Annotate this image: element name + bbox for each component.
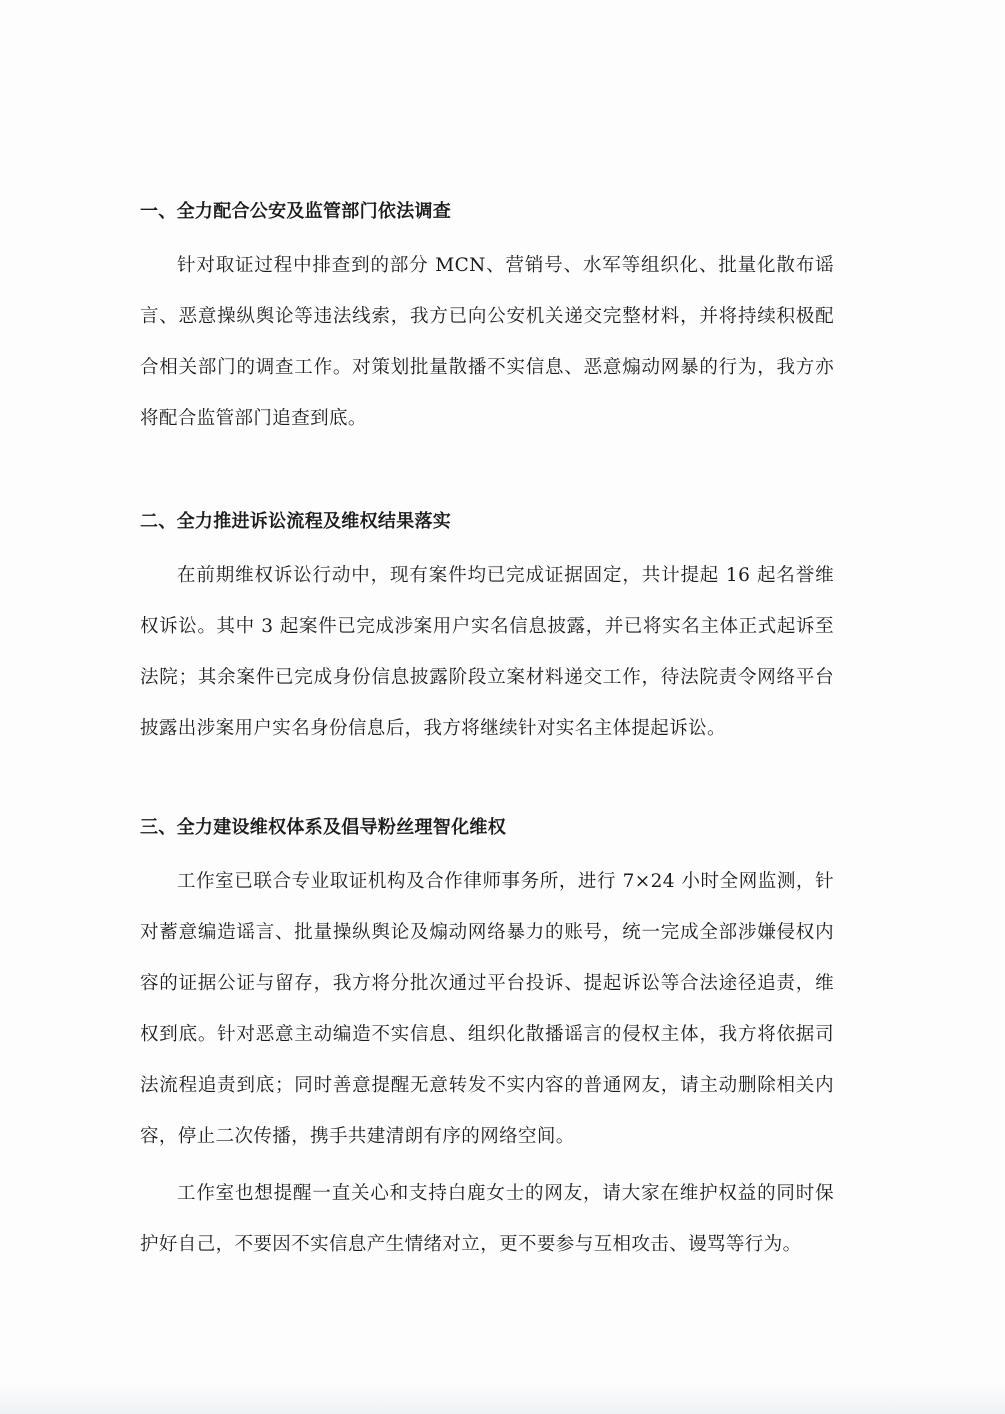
- section-1-paragraph-1: 针对取证过程中排查到的部分 MCN、营销号、水军等组织化、批量化散布谣言、恶意操纵舆论等违法线索，我方已向公安机关递交完整材料，并将持续积极配合相关部门的调查工作。对策划批量散播不实信息、恶意煽动网暴的行为，我方亦将配合监管部门追查到底。: [140, 255, 834, 429]
- section-3-paragraph-1: 工作室已联合专业取证机构及合作律师事务所，进行 7×24 小时全网监测，针对蓄意编造谣言、批量操纵舆论及煽动网络暴力的账号，统一完成全部涉嫌侵权内容的证据公证与留存，我方将分批次通过平台投诉、提起诉讼等合法途径追责，维权到底。针对恶意主动编造不实信息、组织化散播谣言的侵权主体，我方将依据司法流程追责到底；同时善意提醒无意转发不实内容的普通网友，请主动删除相关内容，停止二次传播，携手共建清朗有序的网络空间。: [140, 871, 834, 1147]
- section-2-heading: 二、全力推进诉讼流程及维权结果落实: [140, 511, 452, 532]
- section-1: [140, 196, 834, 444]
- section-1-heading: 一、全力配合公安及监管部门依法调查: [140, 201, 452, 222]
- scan-edge-shade: [0, 1384, 1005, 1414]
- section-3: [140, 812, 834, 1270]
- section-2-paragraph-1: 在前期维权诉讼行动中，现有案件均已完成证据固定，共计提起 16 起名誉维权诉讼。其中 3 起案件已完成涉案用户实名信息披露，并已将实名主体正式起诉至法院；其余案件已完成身份信息披露阶段立案材料递交工作，待法院责令网络平台披露出涉案用户实名身份信息后，我方将继续针对实名主体提起诉讼。: [140, 565, 834, 739]
- section-3-heading: 三、全力建设维权体系及倡导粉丝理智化维权: [140, 817, 506, 838]
- section-3-paragraph-2: 工作室也想提醒一直关心和支持白鹿女士的网友，请大家在维护权益的同时保护好自己，不要因不实信息产生情绪对立，更不要参与互相攻击、谩骂等行为。: [140, 1183, 834, 1255]
- section-2: [140, 506, 834, 754]
